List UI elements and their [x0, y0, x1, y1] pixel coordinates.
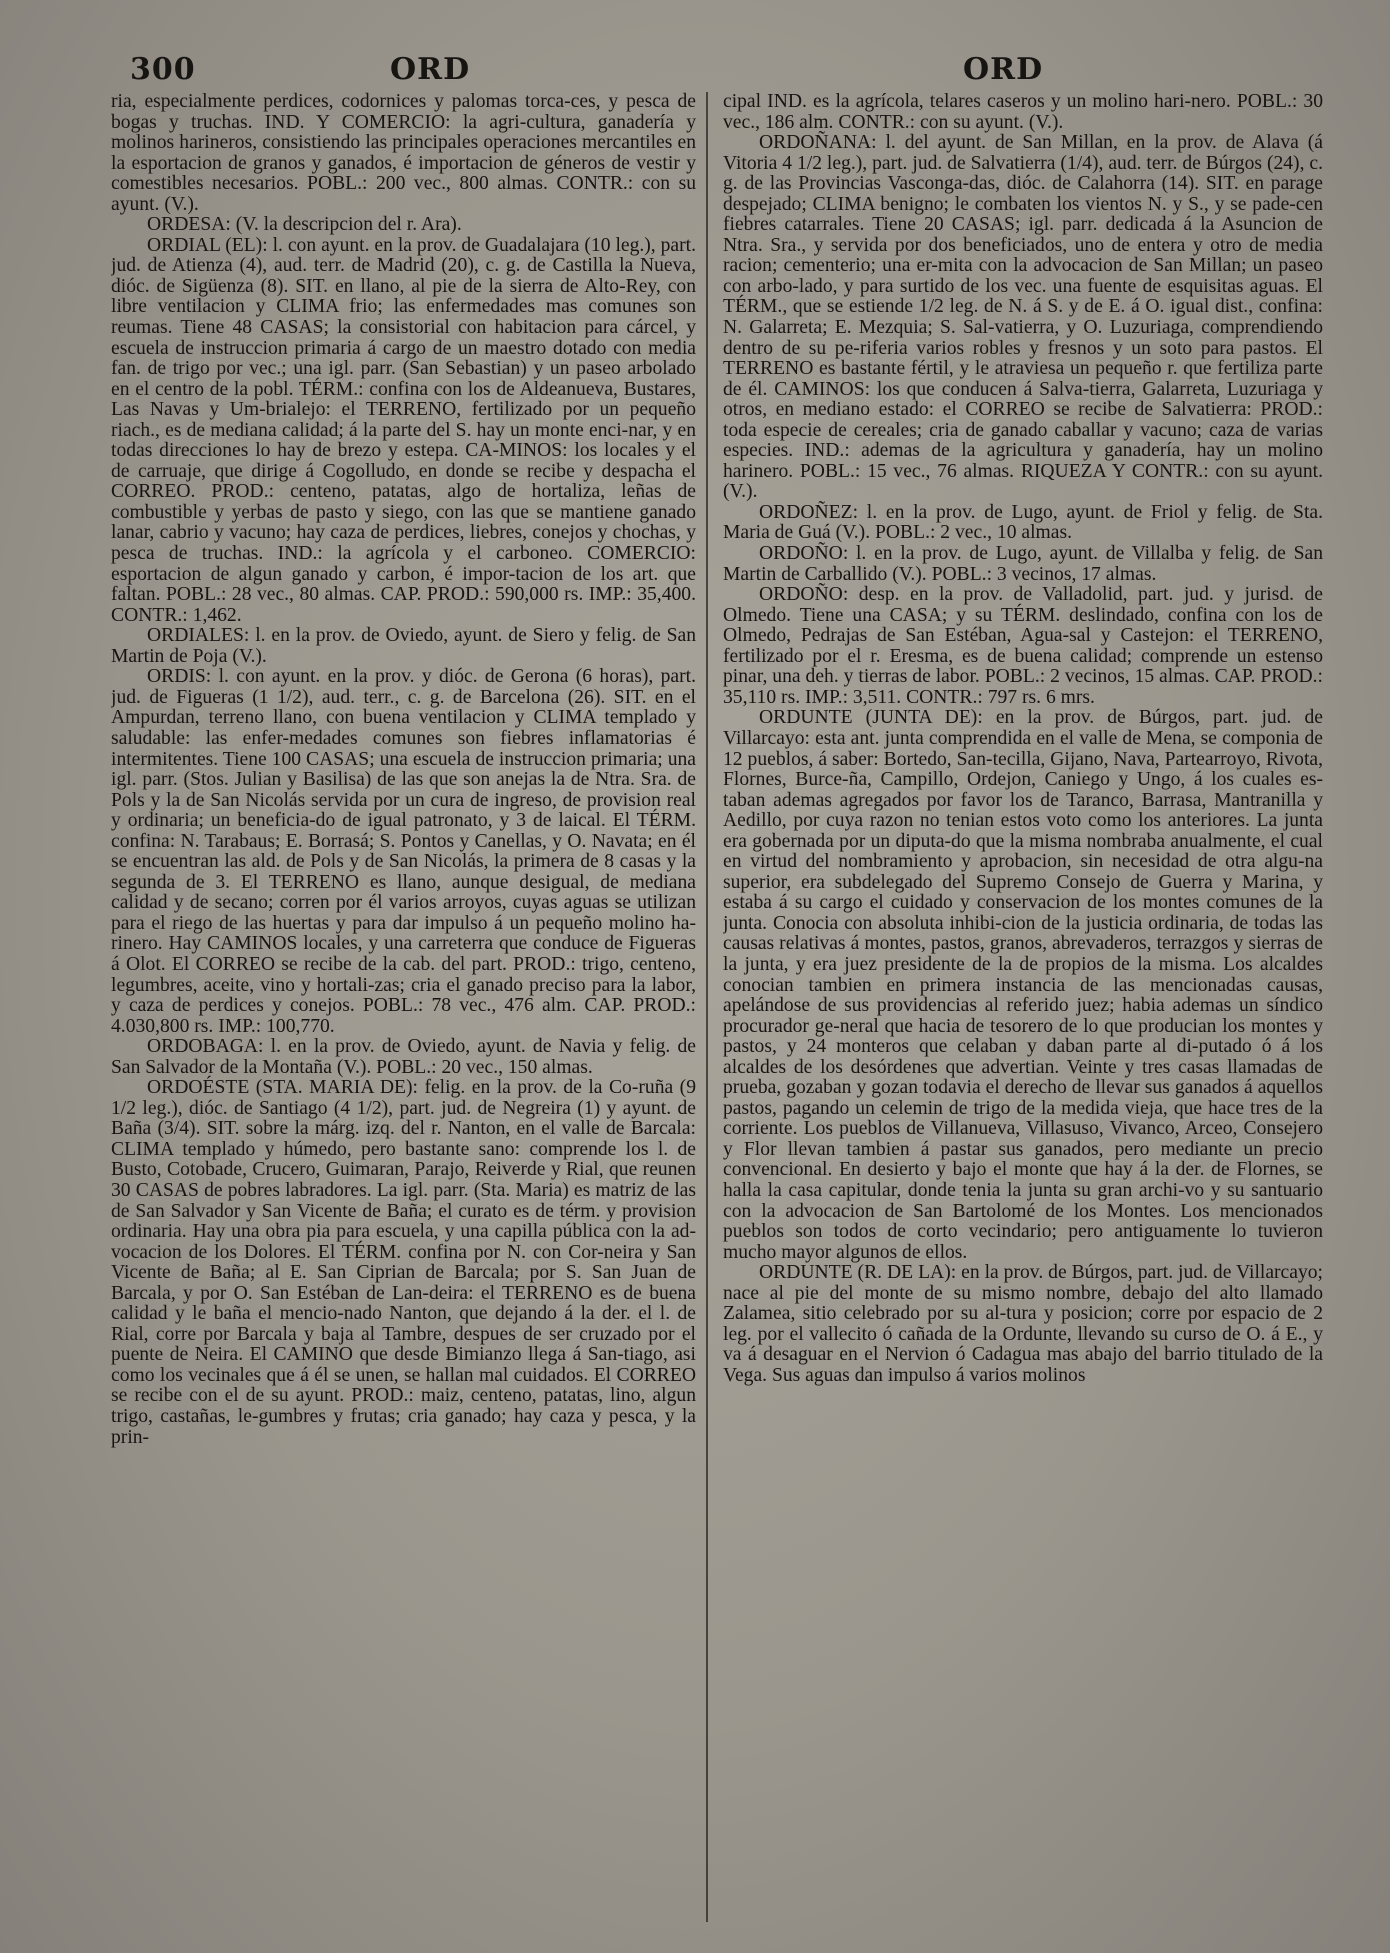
entry-ordial: ORDIAL (EL): l. con ayunt. en la prov. de Guadalajara (10 leg.), part. jud. de Atienza (4), aud. terr. de Madrid (20), c. g. de Castilla la Nueva, dióc. de Sigüenza (8). SIT. en llano, al pie de la sierra de Alto-Rey, con libre ventilacion y CLIMA frio; las enfermedades mas comunes son reumas. Tiene 48 CASAS; la consistorial con habitacion para cárcel, y escuela de instruccion primaria á cargo de un maestro dotado con media fan. de trigo por vec.; una igl. parr. (San Sebastian) y un paseo arbolado en el centro de la pobl. TÉRM.: confina con los de Aldeanueva, Bustares, Las Navas y Um-brialejo: el TERRENO, fertilizado por un pequeño riach., es de mediana calidad; á la parte del S. hay un monte enci-nar, y en todas direcciones lo hay de brezo y estepa. CA-MINOS: los locales y el de carruaje, que dirige á Cogolludo, en donde se recibe y despacha el CORREO. PROD.: centeno, patatas, algo de hortaliza, leñas de combustible y yerbas de pasto y siego, con las que se mantiene ganado lanar, cabrio y vacuno; hay caza de perdices, liebres, conejos y chochas, y pesca de truchas. IND.: la agrícola y el carboneo. COMERCIO: esportacion de algun ganado y carbon, é impor-tacion de los art. que faltan. POBL.: 28 vec., 80 almas. CAP. PROD.: 590,000 rs. IMP.: 35,400. CONTR.: 1,462.	[111, 234, 696, 626]
entry-ordobaga: ORDOBAGA: l. en la prov. de Oviedo, ayunt. de Navia y felig. de San Salvador de la Montaña (V.). POBL.: 20 vec., 150 almas.	[111, 1036, 696, 1078]
entry-ordiales: ORDIALES: l. en la prov. de Oviedo, ayunt. de Siero y felig. de San Martin de Poja (V.).	[111, 625, 696, 667]
left-column	[111, 92, 696, 1922]
entry-ordunte-junta: ORDUNTE (JUNTA DE): en la prov. de Búrgos, part. jud. de Villarcayo: esta ant. junta comprendida en el valle de Mena, se componia de 12 pueblos, á saber: Bortedo, San-tecilla, Gijano, Nava, Partearroyo, Rivota, Flornes, Burce-ña, Campillo, Ordejon, Caniego y Ungo, á los cuales es-taban ademas agregados por favor los de Taranco, Barrasa, Mantranilla y Aedillo, por cuya razon no tenian estos voto como los anteriores. La junta era gobernada por un diputa-do que la misma nombraba anualmente, el cual en virtud del nombramiento y aprobacion, sin necesidad de otra algu-na superior, era subdelegado del Supremo Consejo de Guerra y Marina, y estaba á su cargo el cuidado y conservacion de los montes comunes de la junta. Conocia con absoluta inhibi-cion de la justicia ordinaria, de todas las causas relativas á montes, pastos, granos, abrevaderos, terrazgos y sierras de la junta, y era juez presidente de la de propios de la misma. Los alcaldes conocian tambien en primera instancia de las mencionadas causas, apelándose de sus providencias al referido juez; habia ademas un síndico procurador ge-neral que hacia de tesorero de lo que producian los montes y pastos, y 24 monteros que celaban y daban parte al di-putado ó á los alcaldes de los desórdenes que advertian. Veinte y tres casas llamadas de prueba, gozaban y gozan todavia el derecho de llevar sus ganados á aquellos pastos, pagando un celemin de trigo de la medida vieja, que hace tres de la corriente. Los pueblos de Villanueva, Villasuso, Vivanco, Arceo, Consejero y Flor llevan tambien á pastar sus ganados, pero mediante un precio convencional. En desierto y bajo el monte que hay á la der. de Flornes, se halla la casa capitular, donde tenia la junta su gran archi-vo y su santuario con la advocacion de San Bartolomé de los Montes. Los mencionados pueblos son todos de corto vecindario; pero antiguamente lo tuvieron mucho mayor algunos de ellos.	[723, 707, 1323, 1263]
entry-ordesa: ORDESA: (V. la descripcion del r. Ara).	[147, 214, 462, 236]
entry-ordoeste: ORDOÉSTE (STA. MARIA DE): felig. en la prov. de la Co-ruña (9 1/2 leg.), dióc. de Santiago (4 1/2), part. jud. de Negreira (1) y ayunt. de Baña (3/4). SIT. sobre la márg. izq. del r. Nanton, en el valle de Barcala: CLIMA templado y húmedo, pero bastante sano: comprende los l. de Busto, Cotobade, Crucero, Guimaran, Parajo, Reiverde y Rial, que reunen 30 CASAS de pobres labradores. La igl. parr. (Sta. Maria) es matriz de las de San Salvador y San Vicente de Baña; el curato es de térm. y provision ordinaria. Hay una obra pia para escuela, y una capilla pública con la ad-vocacion de los Dolores. El TÉRM. confina por N. con Cor-neira y San Vicente de Baña; al E. San Ciprian de Barcala; por S. San Juan de Barcala, y por O. San Estéban de Lan-deira: el TERRENO es de buena calidad y le baña el mencio-nado Nanton, que dejando á la der. el l. de Rial, corre por Barcala y baja al Tambre, despues de ser cruzado por el puente de Neira. El CAMINO que desde Bimianzo llega á San-tiago, asi como los vecinales que á él se unen, se hallan mal cuidados. El CORREO se recibe con el de su ayunt. PROD.: maiz, centeno, patatas, lino, algun trigo, castañas, le-gumbres y frutas; cria ganado; hay caza y pesca, y la prin-	[111, 1077, 696, 1448]
left-running-head: ORD	[390, 52, 471, 87]
page-number: 300	[130, 52, 196, 87]
continued-entry-text: cipal IND. es la agrícola, telares caseros y un molino hari-nero. POBL.: 30 vec., 186 alm. CONTR.: con su ayunt. (V.).	[723, 92, 1323, 133]
entry-ordono-valladolid: ORDOÑO: desp. en la prov. de Valladolid, part. jud. y jurisd. de Olmedo. Tiene una CASA; y su TÉRM. deslindado, confina con los de Olmedo, Pedrajas de San Estéban, Agua-sal y Castejon: el TERRENO, fertilizado por el r. Eresma, es de buena calidad; comprende un estenso pinar, una deh. y tierras de labor. POBL.: 2 vecinos, 15 almas. CAP. PROD.: 35,110 rs. IMP.: 3,511. CONTR.: 797 rs. 6 mrs.	[723, 584, 1323, 708]
right-column	[723, 92, 1323, 1922]
continued-entry-text: ria, especialmente perdices, codornices y palomas torca-ces, y pesca de bogas y truchas. IND. Y COMERCIO: la agri-cultura, ganadería y molinos harineros, consistiendo las principales operaciones mercantiles en la esportacion de granos y ganados, é importacion de géneros de vestir y comestibles necesarios. POBL.: 200 vec., 800 almas. CONTR.: con su ayunt. (V.).	[111, 92, 696, 215]
entry-ordunte-rio: ORDUNTE (R. DE LA): en la prov. de Búrgos, part. jud. de Villarcayo; nace al pie del monte de su mismo nombre, debajo del alto llamado Zalamea, sitio celebrado por su al-tura y posicion; corre por espacio de 2 leg. por el vallecito ó cañada de la Ordunte, llevando su curso de O. á E., y va á desaguar en el Nervion ó Cadagua mas abajo del barrio titulado de la Vega. Sus aguas dan impulso á varios molinos	[723, 1262, 1323, 1386]
column-divider	[706, 92, 708, 1922]
entry-ordis: ORDIS: l. con ayunt. en la prov. y dióc. de Gerona (6 horas), part. jud. de Figueras (1 1/2), aud. terr., c. g. de Barcelona (26). SIT. en el Ampurdan, terreno llano, con buena ventilacion y CLIMA templado y saludable: las enfer-medades comunes son fiebres inflamatorias é intermitentes. Tiene 100 CASAS; una escuela de instruccion primaria; una igl. parr. (Stos. Julian y Basilisa) de las que son anejas la de Ntra. Sra. de Pols y la de San Nicolás servida por un cura de ingreso, de provision real y ordinaria; un beneficia-do de igual patronato, y 3 de laical. El TÉRM. confina: N. Tarabaus; E. Borrasá; S. Pontos y Canellas, y O. Navata; en él se encuentran las ald. de Pols y de San Nicolás, la primera de 8 casas y la segunda de 3. El TERRENO es llano, aunque desigual, de mediana calidad y de secano; corren por él varios arroyos, cuyas aguas se utilizan para el riego de las huertas y para dar impulso á un pequeño molino ha-rinero. Hay CAMINOS locales, y una carreterra que conduce de Figueras á Olot. El CORREO se recibe de la cab. del part. PROD.: trigo, centeno, legumbres, aceite, vino y hortali-zas; cria el ganado preciso para la labor, y caza de perdices y conejos. POBL.: 78 vec., 476 alm. CAP. PROD.: 4.030,800 rs. IMP.: 100,770.	[111, 666, 696, 1037]
entry-ordonana: ORDOÑANA: l. del ayunt. de San Millan, en la prov. de Alava (á Vitoria 4 1/2 leg.), part. jud. de Salvatierra (1/4), aud. terr. de Búrgos (24), c. g. de las Provincias Vasconga-das, dióc. de Calahorra (14). SIT. en parage despejado; CLIMA benigno; le combaten los vientos N. y S., y se pade-cen fiebres catarrales. Tiene 20 CASAS; igl. parr. dedicada á la Asuncion de Ntra. Sra., y servida por dos beneficiados, uno de entera y otro de media racion; cementerio; una er-mita con la advocacion de San Millan; un paseo con arbo-lado, y para surtido de los vec. una fuente de esquisitas aguas. El TÉRM., que se estiende 1/2 leg. de N. á S. y de E. á O. igual dist., confina: N. Galarreta; E. Mezquia; S. Sal-vatierra, y O. Luzuriaga, comprendiendo dentro de su pe-riferia varios robles y fresnos y un soto para pastos. El TERRENO es bastante fértil, y le atraviesa un pequeño r. que fertiliza parte de él. CAMINOS: los que conducen á Salva-tierra, Galarreta, Luzuriaga y otros, en mediano estado: el CORREO se recibe de Salvatierra: PROD.: toda especie de cereales; cria de ganado caballar y vacuno; caza de varias especies. IND.: ademas de la agricultura y ganadería, hay un molino harinero. POBL.: 15 vec., 76 almas. RIQUEZA Y CONTR.: con su ayunt. (V.).	[723, 132, 1323, 503]
entry-ordono-lugo: ORDOÑO: l. en la prov. de Lugo, ayunt. de Villalba y felig. de San Martin de Carballido (V.). POBL.: 3 vecinos, 17 almas.	[723, 543, 1323, 585]
entry-ordonez: ORDOÑEZ: l. en la prov. de Lugo, ayunt. de Friol y felig. de Sta. Maria de Guá (V.). POBL.: 2 vec., 10 almas.	[723, 501, 1323, 544]
right-running-head: ORD	[963, 52, 1044, 87]
